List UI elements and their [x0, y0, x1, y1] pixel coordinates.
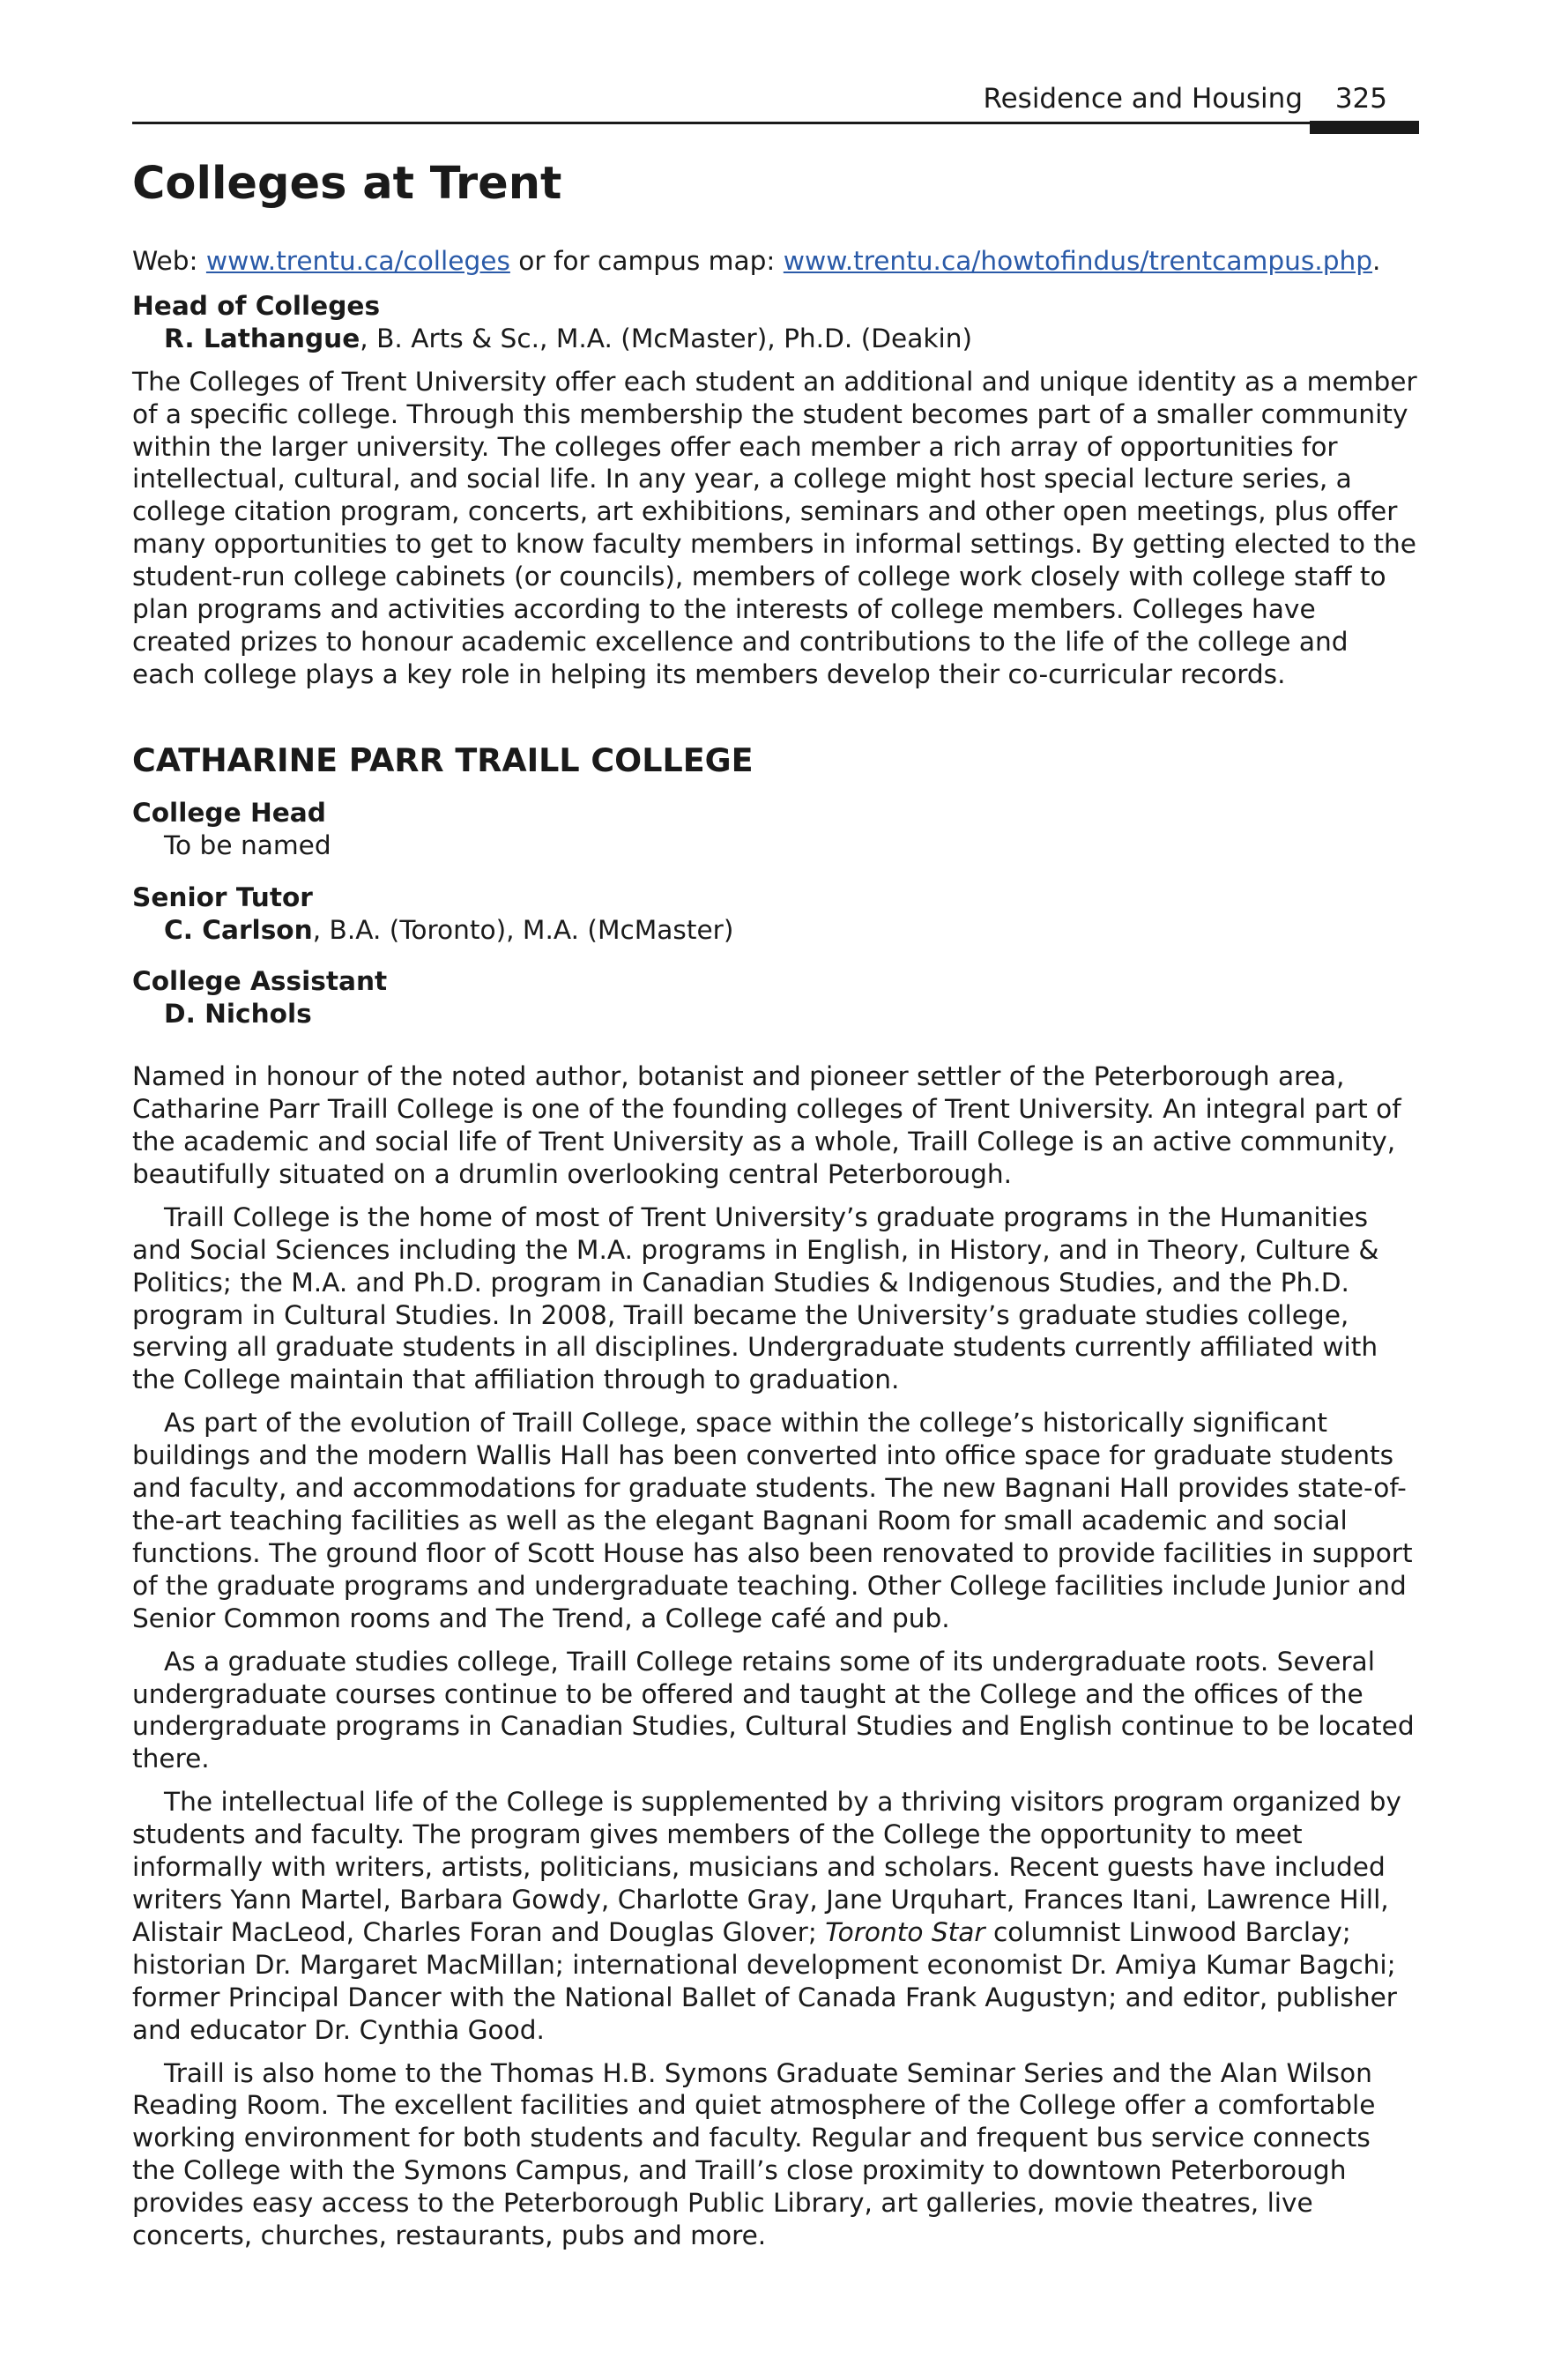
web-label: Web:	[132, 246, 206, 276]
web-line	[132, 245, 1419, 278]
intro-paragraph: The Colleges of Trent University offer each student an additional and unique identity as a member of a specific college. Through this membership the student becomes part of a smaller community within the larger university. The colleges offer each member a rich array of opportunities for intellectual, cultural, and social life. In any year, a college might host special lecture series, a college citation program, concerts, art exhibitions, seminars and other open meetings, plus offer many opportunities to get to know faculty members in informal settings. By getting elected to the student-run college cabinets (or councils), members of college work closely with college staff to plan programs and activities according to the interests of college members. Colleges have created prizes to honour academic excellence and contributions to the life of the college and each college plays a key role in helping its members develop their co-curricular records.	[132, 366, 1417, 689]
college-heading: CATHARINE PARR TRAILL COLLEGE	[132, 740, 754, 779]
web-middle-text: or for campus map:	[509, 246, 784, 276]
main-content	[132, 245, 1419, 2252]
head-of-colleges-name: R. Lathangue	[164, 323, 360, 353]
colleges-link[interactable]: www.trentu.ca/colleges	[205, 246, 510, 276]
campus-map-link[interactable]: www.trentu.ca/howtofindus/trentcampus.php	[783, 246, 1373, 276]
body-paragraph: Traill is also home to the Thomas H.B. Symons Graduate Seminar Series and the Alan Wilson Reading Room. The excellent facilities and quiet atmosphere of the College offer a comfortable working environment for both students and faculty. Regular and frequent bus service connects the College with the Symons Campus, and Traill’s close proximity to downtown Peterborough provides easy access to the Peterborough Public Library, art galleries, movie theatres, live concerts, churches, restaurants, pubs and more.	[132, 2057, 1376, 2251]
body-paragraph: As a graduate studies college, Traill College retains some of its undergraduate roots. Several undergraduate courses continue to be offered and taught at the College and the offices of the undergraduate programs in Canadian Studies, Cultural Studies and English continue to be located there.	[132, 1646, 1415, 1774]
web-end-text: .	[1372, 246, 1381, 276]
staff-person	[132, 914, 1419, 947]
head-of-colleges-person	[132, 323, 1419, 355]
visitors-paragraph	[132, 1786, 1419, 2046]
body-paragraph: As part of the evolution of Traill College, space within the college’s historically significant buildings and the modern Wallis Hall has been converted into office space for graduate students and faculty, and accommodations for graduate students. The new Bagnani Hall provides state-of-the-art teaching facilities as well as the elegant Bagnani Room for small academic and social functions. The ground floor of Scott House has also been renovated to provide facilities in support of the graduate programs and undergraduate teaching. Other College facilities include Junior and Senior Common rooms and The Trend, a College café and pub.	[132, 1408, 1413, 1633]
staff-person	[132, 829, 1419, 862]
publication-title: Toronto Star	[825, 1916, 985, 1947]
staff-person	[132, 998, 1419, 1030]
page-title: Colleges at Trent	[132, 158, 562, 210]
running-header	[132, 81, 1419, 123]
staff-credentials: To be named	[164, 829, 331, 860]
staff-block-college-head	[132, 797, 1419, 862]
staff-block-college-assistant	[132, 965, 1419, 1030]
header-tab-bar	[1310, 121, 1419, 134]
head-of-colleges-credentials: , B. Arts & Sc., M.A. (McMaster), Ph.D. (Deakin)	[360, 323, 973, 353]
staff-role: Senior Tutor	[132, 881, 313, 912]
head-of-colleges-role: Head of Colleges	[132, 290, 381, 321]
staff-role: College Head	[132, 797, 326, 828]
running-header-section: Residence and Housing	[983, 83, 1303, 115]
body-paragraph: Named in honour of the noted author, botanist and pioneer settler of the Peterborough area, Catharine Parr Traill College is one of the founding colleges of Trent University. An integral part of the academic and social life of Trent University as a whole, Traill College is an active community, beautifully situated on a drumlin overlooking central Peterborough.	[132, 1061, 1401, 1189]
visitors-text-after: columnist Linwood Barclay; historian Dr. Margaret MacMillan; international development economist Dr. Amiya Kumar Bagchi; former Principal Dancer with the National Ballet of Canada Frank Augustyn; and editor, publisher and educator Dr. Cynthia Good.	[132, 1916, 1397, 2045]
staff-name: C. Carlson	[164, 914, 313, 945]
staff-name: D. Nichols	[164, 999, 312, 1030]
header-rule	[132, 122, 1419, 124]
staff-credentials: , B.A. (Toronto), M.A. (McMaster)	[312, 914, 734, 945]
visitors-text-before: The intellectual life of the College is supplemented by a thriving visitors program organized by students and faculty. The program gives members of the College the opportunity to meet informally with writers, artists, politicians, musicians and scholars. Recent guests have included writers Yann Martel, Barbara Gowdy, Charlotte Gray, Jane Urquhart, Frances Itani, Lawrence Hill, Alistair MacLeod, Charles Foran and Douglas Glover;	[132, 1787, 1401, 1947]
staff-role: College Assistant	[132, 966, 388, 997]
body-paragraph: Traill College is the home of most of Trent University’s graduate programs in the Humanities and Social Sciences including the M.A. programs in English, in History, and in Theory, Culture & Politics; the M.A. and Ph.D. program in Canadian Studies & Indigenous Studies, and the Ph.D. program in Cultural Studies. In 2008, Traill became the University’s graduate studies college, serving all graduate students in all disciplines. Undergraduate students currently affiliated with the College maintain that affiliation through to graduation.	[132, 1201, 1379, 1395]
staff-block-senior-tutor	[132, 881, 1419, 947]
page-number: 325	[1334, 83, 1387, 115]
